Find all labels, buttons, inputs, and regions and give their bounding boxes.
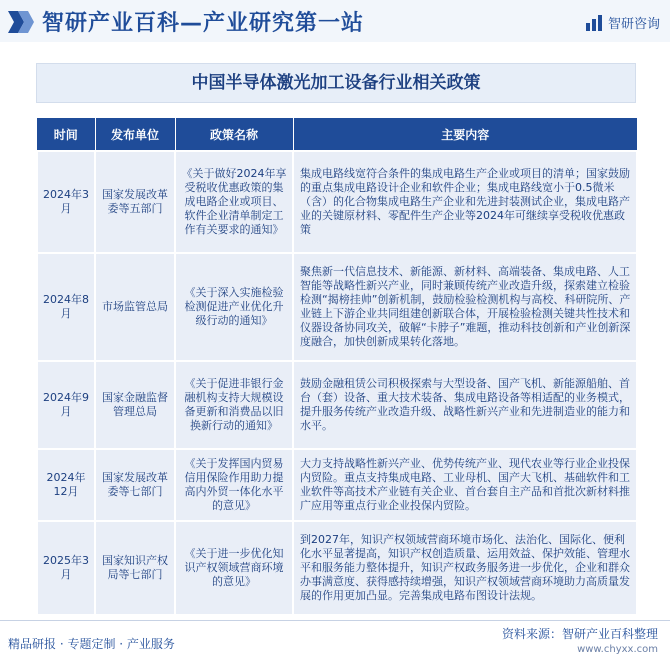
cell-policy-name: 《关于进一步优化知识产权领域营商环境的意见》 <box>175 521 293 615</box>
source-note: 资料来源：智研产业百科整理 <box>501 627 658 641</box>
cell-time: 2024年12月 <box>37 449 95 521</box>
footer-services: 精品研报 · 专题定制 · 产业服务 <box>8 637 175 651</box>
cell-unit: 国家发展改革委等七部门 <box>95 449 175 521</box>
cell-policy-name: 《关于做好2024年享受税收优惠政策的集成电路企业或项目、软件企业清单制定工作有关要求的通知》 <box>175 151 293 253</box>
cell-unit: 市场监管总局 <box>95 253 175 361</box>
cell-unit: 国家金融监督管理总局 <box>95 361 175 449</box>
site-url[interactable]: www.chyxx.com <box>577 644 658 655</box>
column-header-time: 时间 <box>37 118 95 151</box>
column-header-unit: 发布单位 <box>95 118 175 151</box>
cell-time: 2024年3月 <box>37 151 95 253</box>
table-header-row <box>37 118 637 151</box>
table-row <box>37 449 637 521</box>
cell-content: 集成电路线宽符合条件的集成电路生产企业或项目的清单；国家鼓励的重点集成电路设计企业和软件企业；集成电路线宽小于0.5微米（含）的化合物集成电路生产企业和先进封装测试企业，集成电路产业的关键原材料、零配件生产企业等2024年可继续享受税收优惠政策 <box>293 151 637 253</box>
cell-time: 2024年8月 <box>37 253 95 361</box>
table-row <box>37 151 637 253</box>
footer-source-block <box>502 625 658 655</box>
zhiyan-logo-icon <box>586 15 604 31</box>
cell-time: 2025年3月 <box>37 521 95 615</box>
cell-time: 2024年9月 <box>37 361 95 449</box>
cell-content: 鼓励金融租赁公司积极探索与大型设备、国产飞机、新能源船舶、首台（套）设备、重大技术装备、集成电路设备等相适配的业务模式，提升服务传统产业改造升级、战略性新兴产业和先进制造业的能力和水平。 <box>293 361 637 449</box>
title-band <box>36 63 636 103</box>
table-row <box>37 521 637 615</box>
cell-unit: 国家知识产权局等七部门 <box>95 521 175 615</box>
table-row <box>37 361 637 449</box>
column-header-name: 政策名称 <box>175 118 293 151</box>
cell-policy-name: 《关于促进非银行金融机构支持大规模设备更新和消费品以旧换新行动的通知》 <box>175 361 293 449</box>
double-chevron-icon <box>8 11 34 33</box>
cell-policy-name: 《关于发挥国内贸易信用保险作用助力提高内外贸一体化水平的意见》 <box>175 449 293 521</box>
policy-table <box>36 118 638 616</box>
brand-logo[interactable] <box>586 13 660 32</box>
table-row <box>37 253 637 361</box>
column-header-content: 主要内容 <box>293 118 637 151</box>
document-title: 中国半导体激光加工设备行业相关政策 <box>191 73 481 93</box>
cell-policy-name: 《关于深入实施检验检测促进产业优化升级行动的通知》 <box>175 253 293 361</box>
site-title: 智研产业百科—产业研究第一站 <box>42 11 365 36</box>
cell-content: 大力支持战略性新兴产业、优势传统产业、现代农业等行业企业投保内贸险。重点支持集成电路、工业母机、国产大飞机、基础软件和工业软件等高技术产业链有关企业、首台套自主产品和首批次新材料推广应用等重点行业企业投保内贸险。 <box>293 449 637 521</box>
brand-name: 智研咨询 <box>607 17 660 32</box>
cell-content: 到2027年，知识产权领域营商环境市场化、法治化、国际化、便利化水平显著提高，知识产权创造质量、运用效益、保护效能、管理水平和服务能力整体提升，知识产权政务服务进一步优化，企业和群众办事满意度、获得感持续增强，知识产权领域营商环境助力高质量发展的作用更加凸显。完善集成电路布图设计法规。 <box>293 521 637 615</box>
footer-divider <box>0 620 670 621</box>
cell-unit: 国家发展改革委等五部门 <box>95 151 175 253</box>
cell-content: 聚焦新一代信息技术、新能源、新材料、高端装备、集成电路、人工智能等战略性新兴产业，同时兼顾传统产业改造升级，探索建立检验检测“揭榜挂帅”创新机制，鼓励检验检测机构与高校、科研院所、产业链上下游企业共同组建创新联合体，开展检验检测关键共性技术和仪器设备协同攻关，破解“卡脖子”难题，推动科技创新和产业创新深度融合，加快创新成果转化落地。 <box>293 253 637 361</box>
page-header <box>0 0 670 42</box>
